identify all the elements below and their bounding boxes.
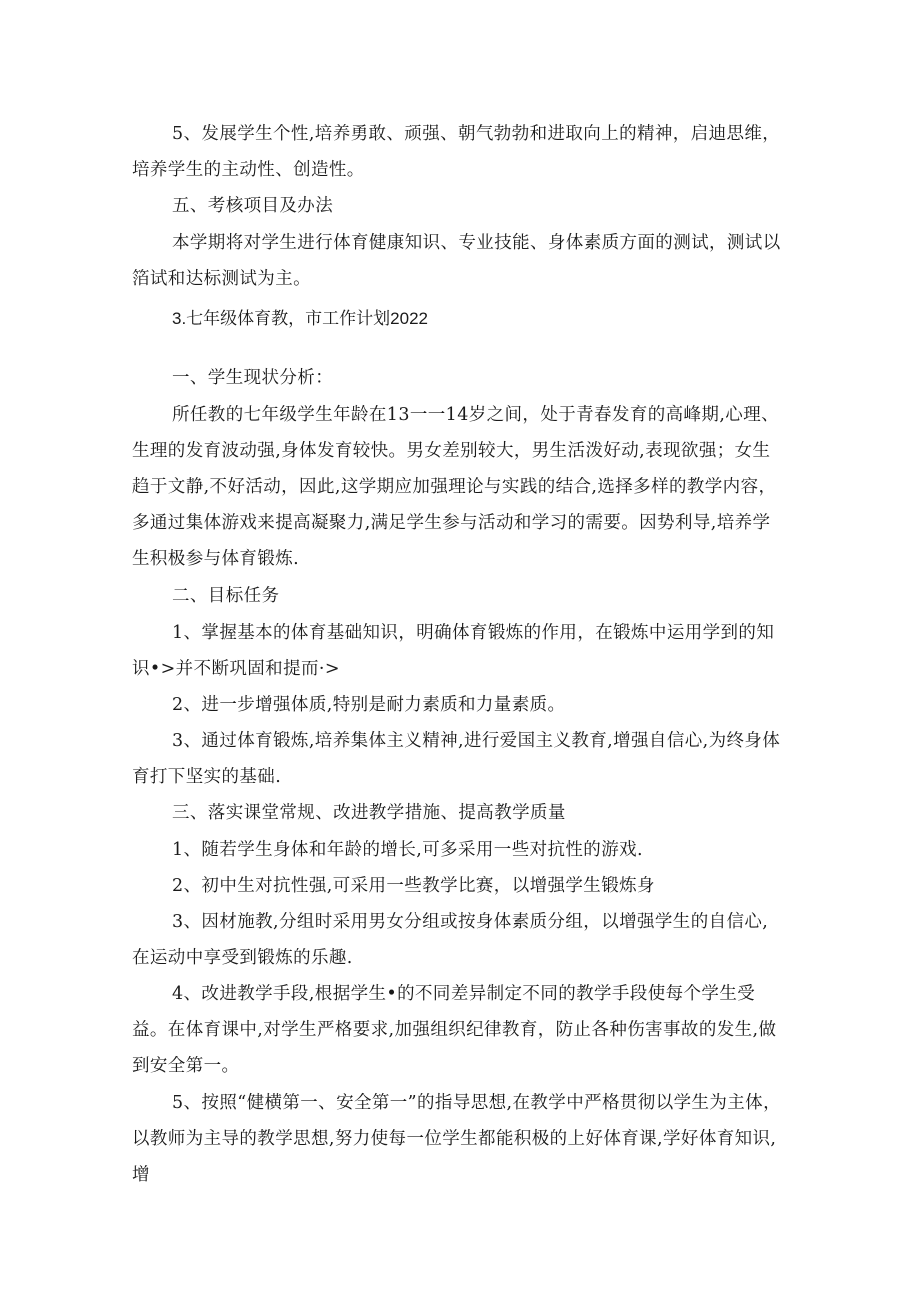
paragraph-assessment-body: 本学期将对学生进行体育健康知识、专业技能、身体素质方面的测试，测试以箔试和达标测试为主。 xyxy=(132,233,781,289)
section-heading-student-analysis: 一、学生现状分析： xyxy=(172,368,334,388)
paragraph-measure-5: 5、按照“健横第一、安全第一”的指导思想,在教学中严格贯彻以学生为主体，以教师为主导的教学思想,努力使每一位学生都能积极的上好体育课,学好体育知识,增 xyxy=(132,1093,781,1185)
paragraph-goal-1: 1、掌握基本的体育基础知识，明确体育锻炼的作用，在锻炼中运用学到的知识•>并不断巩固和提而·> xyxy=(132,623,775,679)
section-heading-goals: 二、目标任务 xyxy=(172,586,280,606)
paragraph-student-analysis: 所任教的七年级学生年龄在13一一14岁之间，处于青春发育的高峰期,心理、生理的发育波动强,身体发育较快。男女差别较大，男生活泼好动,表现欲强；女生趋于文静,不好活动，因此,这学期应加强理论与实践的结合,选择多样的教学内容，多通过集体游戏来提高凝聚力,满足学生参与活动和学习的需要。因势利导,培养学生积极参与体育锻炼. xyxy=(132,405,779,569)
paragraph-goal-3: 3、通过体育锻炼,培养集体主义精神,进行爱国主义教育,增强自信心,为终身体育打下坚实的基础. xyxy=(132,731,781,787)
paragraph-develop-personality: 5、发展学生个性,培养勇敢、顽强、朝气勃勃和进取向上的精神，启迪思维，培养学生的主动性、创造性。 xyxy=(132,124,781,180)
section-heading-classroom: 三、落实课堂常规、改进教学措施、提高教学质量 xyxy=(172,803,566,823)
paragraph-measure-3: 3、因材施教,分组时采用男女分组或按身体素质分组，以增强学生的自信心,在运动中享受到锻炼的乐趣. xyxy=(132,912,769,968)
paragraph-measure-1: 1、随若学生身体和年龄的增长,可多采用一些对抗性的游戏. xyxy=(172,840,643,860)
section-heading-assessment: 五、考核项目及办法 xyxy=(172,196,334,216)
document-subtitle: 3.七年级体育教，市工作计划2022 xyxy=(172,309,428,328)
paragraph-measure-2: 2、初中生对抗性强,可采用一些教学比赛，以增强学生锻炼身 xyxy=(172,876,655,896)
paragraph-measure-4: 4、改进教学手段,根据学生•的不同差异制定不同的教学手段使每个学生受益。在体育课中,对学生严格要求,加强组织纪律教育，防止各种伤害事故的发生,做到安全第一。 xyxy=(132,984,777,1076)
paragraph-goal-2: 2、进一步增强体质,特别是耐力素质和力量素质。 xyxy=(172,695,566,715)
